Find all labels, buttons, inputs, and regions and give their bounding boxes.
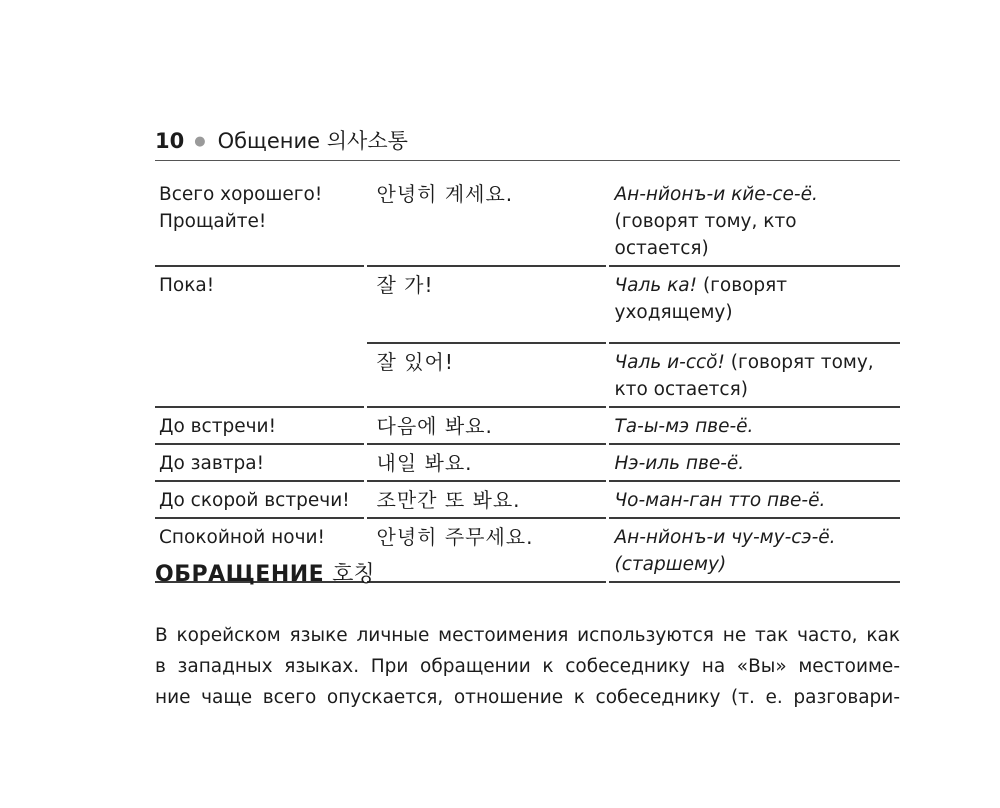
paragraph-line: ние чаще всего опускается, отношение к собеседнику (т. е. разговари- bbox=[155, 687, 900, 708]
table-row bbox=[155, 444, 900, 481]
running-header bbox=[155, 126, 900, 161]
phrase-transcription: Чо-ман-ган тто пве-ё. bbox=[607, 481, 900, 518]
phrase-ko: 내일 봐요. bbox=[365, 444, 607, 481]
table-row bbox=[155, 176, 900, 266]
phrase-transcription: Ан-нйонъ-и чу-му-сэ-ё. (старшему) bbox=[607, 518, 900, 582]
phrase-ko: 잘 가! bbox=[365, 266, 607, 343]
phrase-ko: 다음에 봐요. bbox=[365, 407, 607, 444]
transcription-note: (говорят уходящему) bbox=[614, 275, 788, 323]
phrase-transcription bbox=[607, 266, 900, 343]
section-heading-ko: 호칭 bbox=[332, 562, 375, 587]
phrase-ru: Пока! bbox=[159, 275, 215, 296]
bullet-separator-icon: ● bbox=[194, 134, 206, 149]
paragraph-line: В корейском языке личные местоимения используются не так часто, как bbox=[155, 625, 900, 646]
transcription-text: Чаль и-ссŏ! bbox=[614, 352, 725, 373]
table-row bbox=[155, 266, 900, 343]
phrase-ko: 안녕히 계세요. bbox=[365, 176, 607, 266]
table-row bbox=[155, 481, 900, 518]
page-number: 10 bbox=[155, 129, 185, 153]
header-section-ru: Общение bbox=[217, 129, 321, 153]
phrase-ru: До скорой встречи! bbox=[155, 481, 365, 518]
phrase-ru: Спокойной ночи! bbox=[155, 518, 365, 582]
body-paragraph bbox=[155, 620, 900, 713]
transcription-note: (говорят тому, кто остается) bbox=[614, 352, 874, 400]
phrase-table bbox=[155, 176, 900, 583]
section-heading-ru: ОБРАЩЕНИЕ bbox=[155, 562, 325, 587]
section-heading bbox=[155, 559, 375, 591]
paragraph-line: в западных языках. При обращении к собеседнику на «Вы» местоиме- bbox=[155, 656, 900, 677]
phrase-ru: До завтра! bbox=[155, 444, 365, 481]
phrase-transcription: Нэ-иль пве-ё. bbox=[607, 444, 900, 481]
transcription-note: (говорят тому, кто остается) bbox=[614, 211, 797, 259]
phrase-transcription: Та-ы-мэ пве-ё. bbox=[607, 407, 900, 444]
phrase-ko: 잘 있어! bbox=[365, 343, 607, 407]
phrase-ru: Всего хорошего! Прощайте! bbox=[155, 176, 365, 266]
transcription-text: Чаль ка! bbox=[614, 275, 698, 296]
transcription-text: Ан-нйонъ-и кйе-се-ё. bbox=[614, 184, 818, 205]
table-row bbox=[155, 407, 900, 444]
phrase-ru bbox=[155, 343, 365, 407]
phrase-transcription bbox=[607, 176, 900, 266]
phrase-transcription bbox=[607, 343, 900, 407]
phrase-ru: До встречи! bbox=[155, 407, 365, 444]
phrase-ko: 안녕히 주무세요. bbox=[365, 518, 607, 582]
header-section-ko: 의사소통 bbox=[326, 129, 408, 153]
table-row bbox=[155, 343, 900, 407]
phrase-ko: 조만간 또 봐요. bbox=[365, 481, 607, 518]
